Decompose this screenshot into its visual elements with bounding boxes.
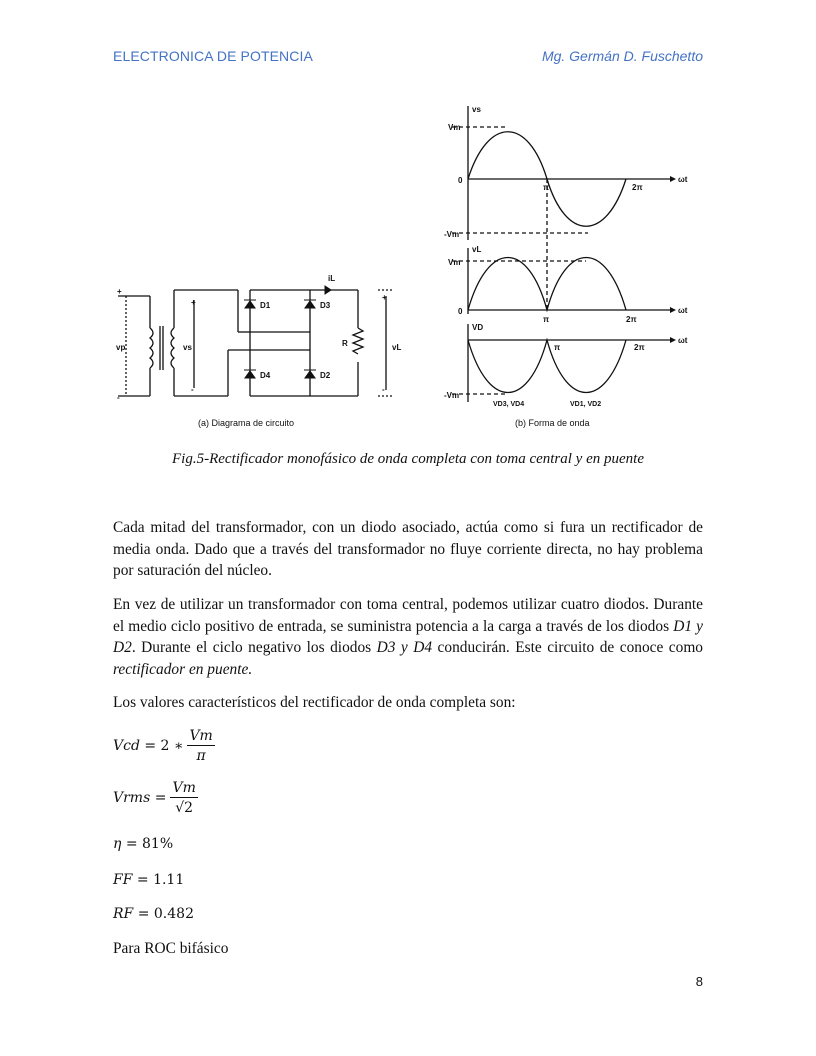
formula-efficiency (113, 836, 173, 852)
paragraph-1: Cada mitad del transformador, con un diodo asociado, actúa como si fura un rectificador de media onda. Dado que a través del transformador no fluye corriente directa, no hay problema por saturación del núcleo. (113, 519, 703, 579)
vrms-eq: = (150, 790, 167, 806)
vrms-lhs: Vrms (113, 790, 151, 806)
header-title: ELECTRONICA DE POTENCIA (113, 48, 313, 64)
eta-rhs: = 81% (121, 836, 174, 852)
vd-vd1-vd2: VD1, VD2 (570, 401, 602, 408)
label-vs: vs (183, 343, 192, 352)
label-d4: D4 (260, 371, 271, 380)
label-minus-1: - (117, 393, 120, 402)
label-d1: D1 (260, 301, 271, 310)
label-plus-2: + (191, 298, 196, 307)
p2-text-a: En vez de utilizar un transformador con toma central, podemos utilizar cuatro diodos. Durante el medio ciclo positivo de entrada, se suministra potencia a la carga a través de los diodos (113, 596, 703, 635)
label-r: R (342, 339, 348, 348)
formula-vcd (113, 728, 215, 764)
vd-neg-vm: -Vm (444, 391, 460, 400)
axis-vd: VD (472, 323, 484, 332)
paragraph-3: Los valores característicos del rectificador de onda completa son: (113, 694, 516, 711)
vl-wt: ωt (678, 306, 688, 315)
p2-term: rectificador en puente. (113, 660, 253, 678)
axis-vl: vL (472, 245, 482, 254)
header-author: Mg. Germán D. Fuschetto (541, 48, 703, 64)
vl-pi: π (543, 315, 550, 324)
vcd-denominator: π (196, 748, 206, 764)
vs-neg-vm: -Vm (444, 230, 460, 239)
vd-vd3-vd4: VD3, VD4 (493, 401, 525, 408)
vs-zero: 0 (458, 176, 463, 185)
p2-text-c: conducirán. Este circuito de conoce como (432, 639, 703, 656)
label-d2: D2 (320, 371, 331, 380)
figure-5 (110, 100, 700, 432)
vd-pi: π (554, 343, 561, 352)
p2-d3-d4: D3 y D4 (376, 639, 433, 656)
vl-vm: Vm (448, 258, 461, 267)
vd-2pi: 2π (634, 343, 645, 352)
vl-zero: 0 (458, 307, 463, 316)
circuit-caption: (a) Diagrama de circuito (198, 418, 295, 428)
label-plus-3: + (382, 293, 387, 302)
formula-form-factor (113, 872, 184, 888)
vs-vm: Vm (448, 123, 461, 132)
label-vp: vp (116, 343, 126, 352)
vs-pi: π (543, 183, 550, 192)
vcd-eq: = 2 ∗ (139, 738, 184, 754)
vrms-numerator: Vm (172, 780, 196, 796)
paragraph-2 (113, 594, 703, 680)
label-plus-1: + (117, 287, 122, 296)
p2-d1-d2: D1 y D2 (113, 617, 703, 656)
rf-lhs: RF (113, 906, 134, 922)
label-minus-3: - (382, 385, 385, 394)
waveform-caption: (b) Forma de onda (515, 418, 590, 428)
page-number: 8 (695, 974, 703, 989)
vl-2pi: 2π (626, 315, 637, 324)
figure-caption: Fig.5-Rectificador monofásico de onda completa con toma central y en puente (172, 451, 644, 467)
formula-vrms (113, 780, 198, 816)
axis-vs: vs (472, 105, 481, 114)
vrms-denominator: √2 (175, 800, 194, 816)
vcd-fraction (187, 728, 214, 764)
vs-wt: ωt (678, 175, 688, 184)
vcd-lhs: Vcd (113, 738, 140, 754)
label-minus-2: - (191, 385, 194, 394)
label-il: iL (328, 274, 336, 283)
vcd-numerator: Vm (189, 728, 213, 744)
formula-ripple-factor (113, 906, 194, 922)
vrms-fraction (170, 780, 197, 816)
p2-text-b: . Durante el ciclo negativo los diodos (131, 639, 377, 656)
ff-lhs: FF (113, 872, 133, 888)
rectifier-figure-svg (110, 100, 700, 432)
ff-rhs: = 1.11 (132, 872, 185, 888)
paragraph-4: Para ROC bifásico (113, 940, 229, 957)
vd-wt: ωt (678, 336, 688, 345)
vs-2pi: 2π (632, 183, 643, 192)
label-vl: vL (392, 343, 402, 352)
rf-rhs: = 0.482 (133, 906, 194, 922)
label-d3: D3 (320, 301, 331, 310)
eta-lhs: η (113, 836, 122, 852)
